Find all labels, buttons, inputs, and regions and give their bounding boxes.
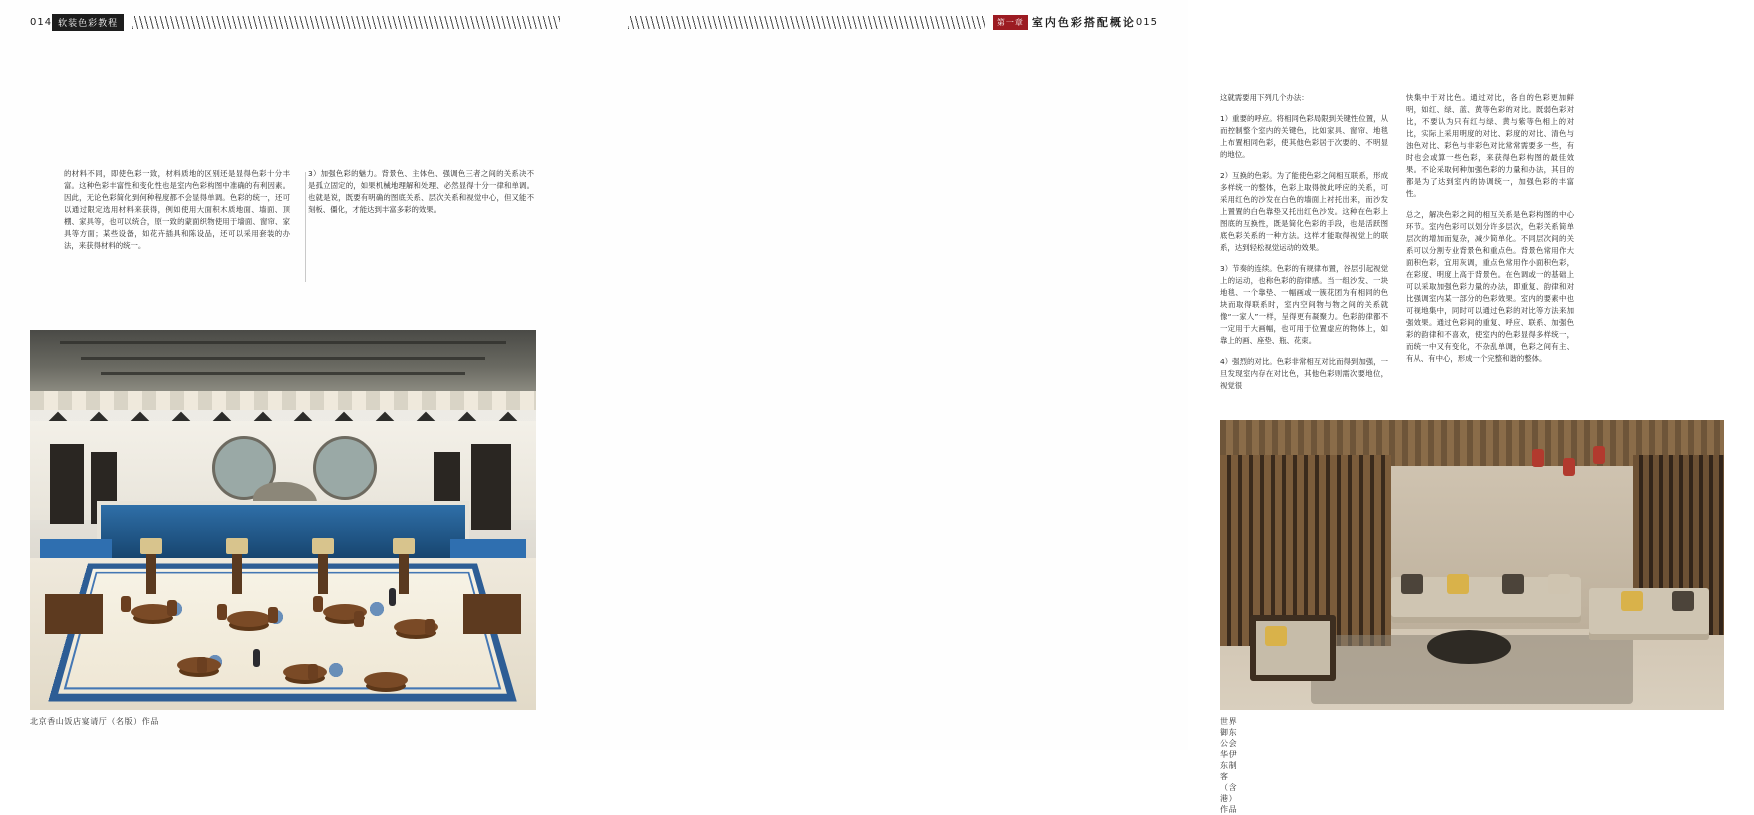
left-page [0, 0, 594, 750]
left-column-2 [308, 168, 534, 252]
left-head-label: 软装色彩教程 [52, 14, 124, 31]
left-column-1 [64, 168, 290, 252]
paragraph: 的材料不同，即使色彩一致，材料质地的区别还是显得色彩十分丰富。这种色彩丰富性和变化性也是室内色彩构图中准确的有利因素。因此，无论色彩简化到何种程度都不会显得单调。色彩的统一，还可以通过限定选用材料来获得，例如使用大面积木质地面、墙面、顶棚、家具等，也可以统合，原一致的蒙面织物使用于墙面、窗帘、家具等方面；某些设备，如花卉插具和陈设品，还可以采用套装的办法，来获得材料的统一。 [64, 169, 290, 250]
lobby-illustration [30, 330, 536, 710]
right-photo-caption: 世界御东公会华伊东制客（含港）作品 [1220, 717, 1238, 814]
left-body-columns [64, 168, 534, 252]
column-rule [305, 172, 306, 282]
paragraph: 3）加强色彩的魅力。背景色、主体色、强调色三者之间的关系决不是孤立固定的，如果机械地理解和处理、必然显得十分一律和单调。也就是说，既要有明确的图底关系、层次关系和视觉中心，但又能不刻板、僵化，才能达到丰富多彩的效果。 [308, 169, 534, 214]
left-photo [30, 330, 536, 710]
paragraph: 快集中于对比色。通过对比，各自的色彩更加鲜明，如红、绿、蓝、黄等色彩的对比。既弱色彩对比，不要认为只有红与绿、黄与紫等色相上的对比，实际上采用明度的对比、彩度的对比、清色与浊色对比、彩色与非彩色对比常常需要多一些，有时也会或算一些色彩，来获得色彩构图的最佳效果。不论采取何种加强色彩的力量和办法，其目的都是为了达到室内的协调统一，加强色彩的丰富性。 [1406, 93, 1574, 198]
right-folio: 015 [1135, 16, 1158, 28]
left-running-head [30, 14, 568, 30]
hatch-rule [628, 16, 985, 29]
right-page [594, 0, 1574, 814]
left-photo-caption: 北京香山饭店宴请厅（名版）作品 [30, 717, 159, 726]
right-running-head [620, 14, 1158, 30]
chapter-tag: 第一章 [993, 15, 1028, 30]
hatch-rule [132, 16, 560, 29]
lounge-illustration [1220, 420, 1724, 710]
right-photo [1220, 420, 1724, 710]
paragraph: 2）互换的色彩。为了能使色彩之间相互联系，形成多样统一的整体，色彩上取得彼此呼应的关系，可采用红色的沙发在白色的墙面上衬托出来，而沙发上置置的白色靠垫又托出红色沙发。这种在色彩上图底的互换性，既是简化色彩的手段，也是活跃图底色彩关系的一种方法。这样才能取得视觉上的联系，达到轻松视觉运动的效果。 [1220, 170, 1388, 252]
paragraph: 这就需要用下列几个办法： [1220, 93, 1309, 102]
right-column-2 [1406, 92, 1574, 392]
paragraph: 3）节奏的连续。色彩的有规律布置，谷层引起视觉上的运动，也称色彩的韵律感。当一组沙发、一块地毯、一个靠垫、一幅画或一簇花团为有相同的色块而取得联系时，室内空间物与物之间的关系就像“一家人”一样，呈得更有凝聚力。色彩韵律都不一定用于大画幅，也可用于位置虚应的物体上，如靠上的画、座垫、瓶、花束。 [1220, 263, 1388, 345]
paragraph: 4）强烈的对比。色彩非常相互对比而得到加强，一旦发现室内存在对比色，其他色彩则需次要地位，视觉很 [1220, 356, 1388, 390]
left-folio: 014 [30, 16, 53, 28]
right-body-columns [1220, 92, 1754, 392]
paragraph: 1）重要的呼应。将相同色彩局限到关键性位置，从而控制整个室内的关键色，比如家具、窗帘、地毯上布置相同色彩，使其他色彩居于次要的、不明显的地位。 [1220, 113, 1388, 159]
right-column-1 [1220, 92, 1388, 392]
paragraph: 总之，解决色彩之间的相互关系是色彩构图的中心环节。室内色彩可以划分许多层次，色彩关系简单层次的增加而复杂，减少简单化。不同层次间的关系可以分割专业背景色和重点色。背景色常用作大面积色彩，宜用灰调，重点色常用作小面积色彩，在彩度、明度上高于背景色。在色调或一的基础上可以采取加强色彩力量的办法，即重复、韵律和对比强调室内某一部分的色彩效果。室内的要素中也可视地集中，同时可以通过色彩的对比等方法来加强效果。通过色彩间的重复、呼应、联系、加强色彩的韵律和不喜欢，使室内的色彩显得多样统一，而统一中又有变化，不杂乱单调，色彩之间有主、有从、有中心，形成一个完整和谐的整体。 [1406, 209, 1574, 363]
section-title: 室内色彩搭配概论 [1031, 16, 1136, 29]
